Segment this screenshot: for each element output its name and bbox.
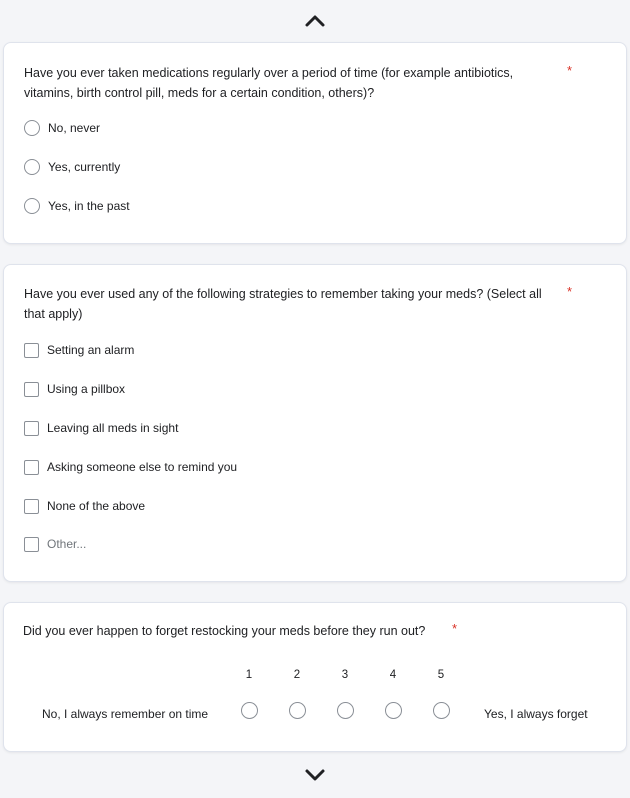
- checkbox[interactable]: [24, 499, 39, 514]
- required-asterisk: *: [452, 621, 458, 636]
- checkbox[interactable]: [24, 343, 39, 358]
- scale-radio-3[interactable]: [337, 702, 354, 719]
- option-label: Setting an alarm: [47, 343, 135, 357]
- checkbox[interactable]: [24, 421, 39, 436]
- checkbox-option-none[interactable]: [24, 497, 145, 515]
- checkbox-option-alarm[interactable]: [24, 341, 134, 359]
- option-label: Asking someone else to remind you: [47, 460, 238, 474]
- question-card-reminder-strategies: [3, 264, 627, 582]
- option-label: Leaving all meds in sight: [47, 421, 179, 435]
- scale-number-4: 4: [389, 669, 397, 681]
- question-title: Did you ever happen to forget restocking your meds before they run out?: [23, 624, 426, 638]
- option-label: None of the above: [47, 499, 146, 513]
- option-label: No, never: [48, 121, 101, 135]
- checkbox-option-meds-in-sight[interactable]: [24, 419, 178, 437]
- option-label: Yes, in the past: [48, 199, 130, 213]
- scale-high-label: Yes, I always forget: [484, 707, 588, 721]
- checkbox[interactable]: [24, 382, 39, 397]
- scale-radio-4[interactable]: [385, 702, 402, 719]
- required-asterisk: *: [567, 63, 573, 78]
- option-label: Other...: [47, 537, 87, 551]
- scale-radio-2[interactable]: [289, 702, 306, 719]
- option-label: Using a pillbox: [47, 382, 126, 396]
- chevron-down-icon[interactable]: [302, 766, 328, 784]
- scale-radio-1[interactable]: [241, 702, 258, 719]
- scale-low-label: No, I always remember on time: [42, 707, 209, 721]
- radio-option-yes-currently[interactable]: [24, 158, 120, 176]
- checkbox[interactable]: [24, 537, 39, 552]
- scale-number-5: 5: [437, 669, 445, 681]
- radio-button[interactable]: [24, 120, 40, 136]
- radio-button[interactable]: [24, 198, 40, 214]
- radio-option-no-never[interactable]: [24, 119, 100, 137]
- question-title: Have you ever used any of the following strategies to remember taking your meds? (Select all that apply): [24, 287, 542, 321]
- scale-number-1: 1: [245, 669, 253, 681]
- question-card-restocking-scale: [3, 602, 627, 752]
- checkbox-option-someone-reminds[interactable]: [24, 458, 237, 476]
- option-label: Yes, currently: [48, 160, 121, 174]
- scale-radio-5[interactable]: [433, 702, 450, 719]
- question-title: Have you ever taken medications regularly over a period of time (for example antibiotics, vitamins, birth control pill, meds for a certain condition, others)?: [24, 66, 514, 100]
- required-asterisk: *: [567, 284, 573, 299]
- question-card-medication-history: [3, 42, 627, 244]
- checkbox-option-pillbox[interactable]: [24, 380, 125, 398]
- scale-number-2: 2: [293, 669, 301, 681]
- scale-number-3: 3: [341, 669, 349, 681]
- checkbox[interactable]: [24, 460, 39, 475]
- radio-option-yes-past[interactable]: [24, 197, 130, 215]
- checkbox-option-other[interactable]: [24, 535, 86, 553]
- radio-button[interactable]: [24, 159, 40, 175]
- chevron-up-icon[interactable]: [302, 12, 328, 30]
